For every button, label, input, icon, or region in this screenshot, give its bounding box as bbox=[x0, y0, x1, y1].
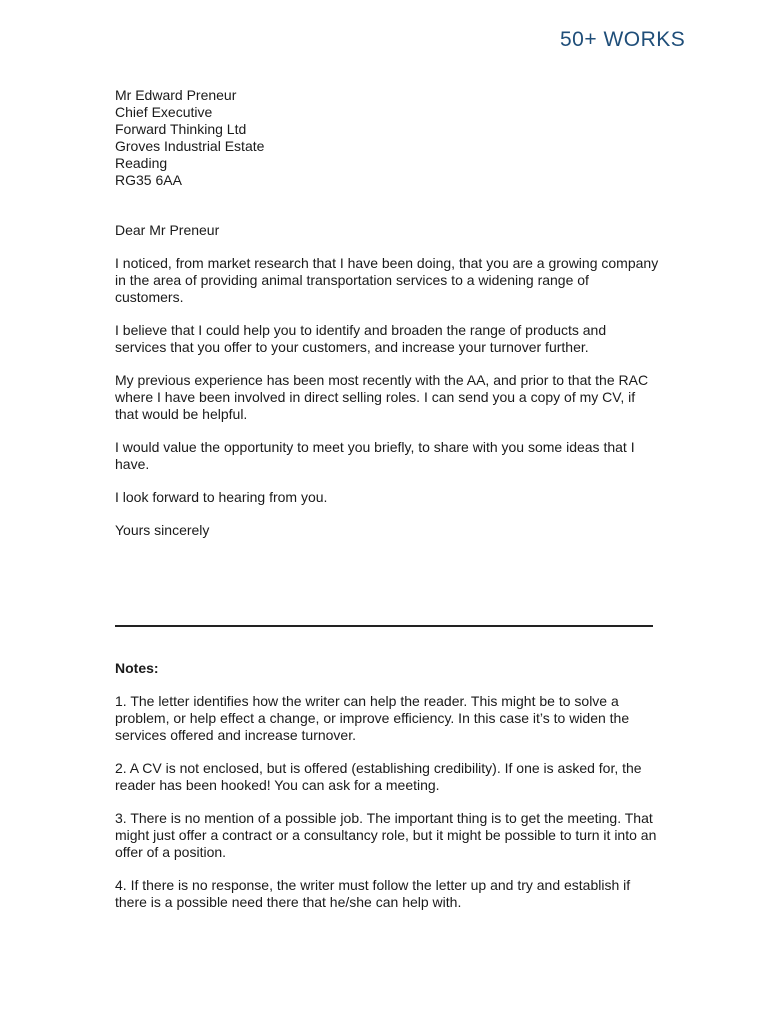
letter-paragraph: I noticed, from market research that I have been doing, that you are a growing company in the area of providing animal transportation services to a widening range of customers. bbox=[115, 255, 659, 305]
address-line: Mr Edward Preneur bbox=[115, 87, 237, 103]
letter-paragraph: My previous experience has been most recently with the AA, and prior to that the RAC where I have been involved in direct selling roles. I can send you a copy of my CV, if that would be helpful. bbox=[115, 372, 649, 422]
notes-section bbox=[115, 660, 660, 911]
address-line: Groves Industrial Estate bbox=[115, 138, 265, 154]
note-item: 3. There is no mention of a possible job. The important thing is to get the meeting. That might just offer a contract or a consultancy role, but it might be possible to turn it into an offer of a position. bbox=[115, 810, 657, 860]
letter-paragraph: I believe that I could help you to identify and broaden the range of products and services that you offer to your customers, and increase your turnover further. bbox=[115, 322, 607, 355]
note-item: 2. A CV is not enclosed, but is offered (establishing credibility). If one is asked for, the reader has been hooked! You can ask for a meeting. bbox=[115, 760, 642, 793]
address-line: Reading bbox=[115, 155, 168, 171]
salutation: Dear Mr Preneur bbox=[115, 222, 220, 238]
closing: Yours sincerely bbox=[115, 522, 210, 538]
notes-heading: Notes: bbox=[115, 660, 159, 676]
note-item: 1. The letter identifies how the writer can help the reader. This might be to solve a problem, or help effect a change, or improve efficiency. In this case it’s to widen the services offered and increase turnover. bbox=[115, 693, 630, 743]
recipient-address bbox=[115, 87, 660, 189]
note-item: 4. If there is no response, the writer must follow the letter up and try and establish if there is a possible need there that he/she can help with. bbox=[115, 877, 631, 910]
address-line: Forward Thinking Ltd bbox=[115, 121, 247, 137]
divider bbox=[115, 625, 653, 627]
letter-body bbox=[115, 87, 660, 539]
brand-logo: 50+ WORKS bbox=[560, 28, 686, 51]
letter-paragraph: I would value the opportunity to meet you briefly, to share with you some ideas that I have. bbox=[115, 439, 635, 472]
letter-paragraph: I look forward to hearing from you. bbox=[115, 489, 328, 505]
address-line: RG35 6AA bbox=[115, 172, 182, 188]
address-line: Chief Executive bbox=[115, 104, 213, 120]
